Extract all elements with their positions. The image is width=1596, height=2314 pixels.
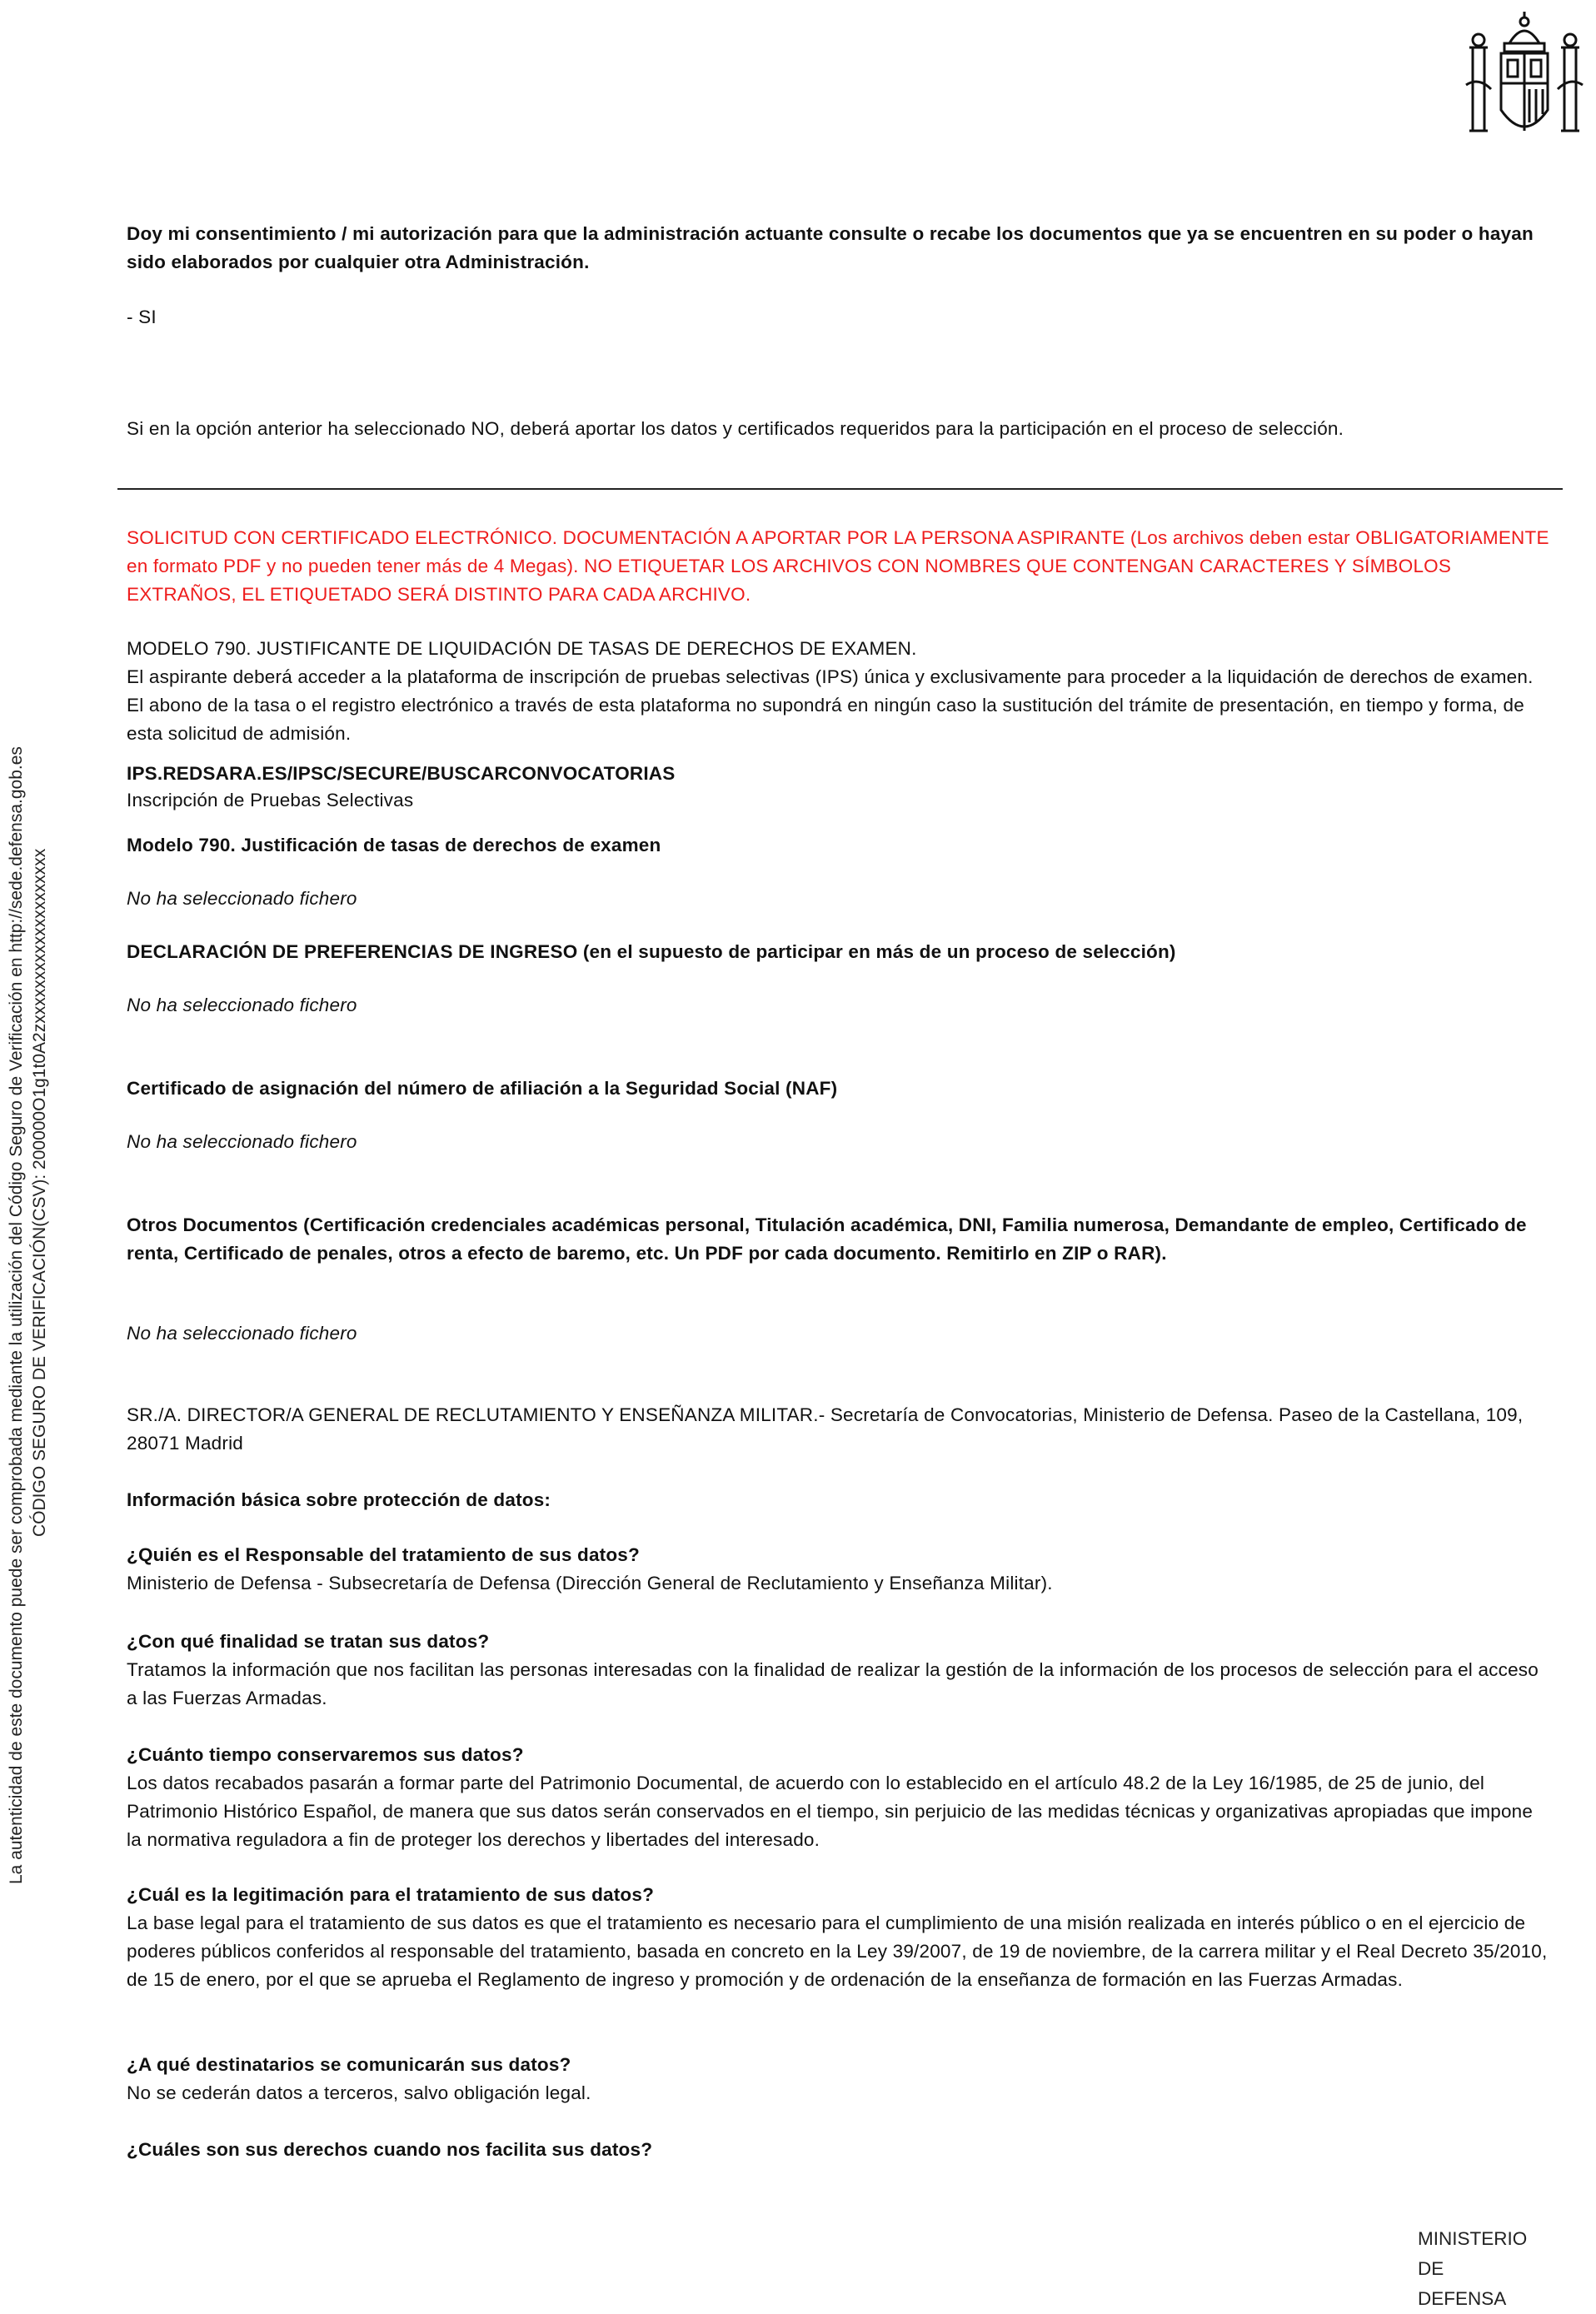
privacy-item-destinatarios	[127, 2051, 1553, 2107]
modelo-790-text: El aspirante deberá acceder a la plataforma de inscripción de pruebas selectivas (IPS) única y exclusivamente para proceder a la liquidación de derechos de examen. El abono de la tasa o el registro electrónico a través de esta plataforma no supondrá en ningún caso la sustitución del trámite de presentación, en tiempo y forma, de esta solicitud de admisión.	[127, 666, 1534, 744]
csv-code-side-text: CÓDIGO SEGURO DE VERIFICACIÓN(CSV): 200000O1g1t0A2zxxxxxxxxxxxxxxxxxxxx	[30, 848, 49, 1537]
file-status-preferencias: No ha seleccionado fichero	[127, 995, 357, 1015]
consent-note: Si en la opción anterior ha seleccionado NO, deberá aportar los datos y certificados requeridos para la participación en el proceso de selección.	[127, 418, 1344, 439]
privacy-question: ¿Cuál es la legitimación para el tratamiento de sus datos?	[127, 1884, 655, 1905]
privacy-question: ¿Con qué finalidad se tratan sus datos?	[127, 1631, 490, 1652]
consent-text: Doy mi consentimiento / mi autorización para que la administración actuante consulte o recabe los documentos que ya se encuentren en su poder o hayan sido elaborados por cualquier otra Administración.	[127, 223, 1534, 272]
privacy-item-finalidad	[127, 1628, 1553, 1713]
privacy-answer: Ministerio de Defensa - Subsecretaría de Defensa (Dirección General de Reclutamiento y Enseñanza Militar).	[127, 1573, 1053, 1593]
privacy-answer: Los datos recabados pasarán a formar parte del Patrimonio Documental, de acuerdo con lo establecido en el artículo 48.2 de la Ley 16/1985, de 25 de junio, del Patrimonio Histórico Español, de manera que sus datos serán conservados en el tiempo, sin perjuicio de las medidas técnicas y organizativas apropiadas que impone la normativa reguladora a fin de proteger los derechos y libertades del interesado.	[127, 1773, 1534, 1850]
file-label-modelo-790: Modelo 790. Justificación de tasas de derechos de examen	[127, 835, 661, 855]
divider	[117, 488, 1563, 490]
privacy-title: Información básica sobre protección de datos:	[127, 1489, 551, 1510]
consent-answer: - SI	[127, 307, 157, 327]
privacy-question: ¿Cuánto tiempo conservaremos sus datos?	[127, 1744, 524, 1765]
privacy-item-conservacion	[127, 1741, 1553, 1854]
modelo-790-title: MODELO 790. JUSTIFICANTE DE LIQUIDACIÓN DE TASAS DE DERECHOS DE EXAMEN.	[127, 638, 917, 659]
privacy-answer: No se cederán datos a terceros, salvo obligación legal.	[127, 2082, 591, 2103]
privacy-item-responsable	[127, 1541, 1553, 1598]
privacy-answer: La base legal para el tratamiento de sus datos es que el tratamiento es necesario para el cumplimiento de una misión realizada en interés público o en el ejercicio de poderes públicos conferidos al responsable del tratamiento, basada en concreto en la Ley 39/2007, de 19 de noviembre, de la carrera militar y el Real Decreto 35/2010, de 15 de enero, por el que se aprueba el Reglamento de ingreso y promoción y de ordenación de la enseñanza de formación en las Fuerzas Armadas.	[127, 1913, 1548, 1990]
ministry-line: DE	[1418, 2258, 1444, 2279]
recipient-address: SR./A. DIRECTOR/A GENERAL DE RECLUTAMIENTO Y ENSEÑANZA MILITAR.- Secretaría de Convocatorias, Ministerio de Defensa. Paseo de la Castellana, 109, 28071 Madrid	[127, 1404, 1524, 1454]
file-label-preferencias: DECLARACIÓN DE PREFERENCIAS DE INGRESO (en el supuesto de participar en más de un proceso de selección)	[127, 941, 1176, 962]
file-label-naf: Certificado de asignación del número de afiliación a la Seguridad Social (NAF)	[127, 1078, 838, 1099]
ips-label: Inscripción de Pruebas Selectivas	[127, 790, 414, 810]
ministry-footer	[1418, 2224, 1527, 2314]
privacy-item-derechos	[127, 2136, 1553, 2164]
ministry-line: DEFENSA	[1418, 2288, 1507, 2309]
file-status-naf: No ha seleccionado fichero	[127, 1131, 357, 1152]
file-status-otros: No ha seleccionado fichero	[127, 1323, 357, 1344]
verification-side-text: La autenticidad de este documento puede ser comprobada mediante la utilización del Código Seguro de Verificación en http://sede.defensa.gob.es	[7, 746, 26, 1884]
privacy-question: ¿Cuáles son sus derechos cuando nos facilita sus datos?	[127, 2139, 653, 2160]
ips-link[interactable]: IPS.REDSARA.ES/IPSC/SECURE/BUSCARCONVOCATORIAS	[127, 763, 676, 784]
privacy-question: ¿Quién es el Responsable del tratamiento de sus datos?	[127, 1544, 640, 1565]
privacy-answer: Tratamos la información que nos facilitan las personas interesadas con la finalidad de realizar la gestión de la información de los procesos de selección para el acceso a las Fuerzas Armadas.	[127, 1659, 1539, 1708]
privacy-question: ¿A qué destinatarios se comunicarán sus datos?	[127, 2054, 571, 2075]
file-status-modelo-790: No ha seleccionado fichero	[127, 888, 357, 909]
coat-of-arms-logo	[1458, 10, 1591, 147]
documentation-warning: SOLICITUD CON CERTIFICADO ELECTRÓNICO. DOCUMENTACIÓN A APORTAR POR LA PERSONA ASPIRANTE (Los archivos deben estar OBLIGATORIAMENTE en formato PDF y no pueden tener más de 4 Megas). NO ETIQUETAR LOS ARCHIVOS CON NOMBRES QUE CONTENGAN CARACTERES Y SÍMBOLOS EXTRAÑOS, EL ETIQUETADO SERÁ DISTINTO PARA CADA ARCHIVO.	[127, 527, 1549, 605]
ministry-line: MINISTERIO	[1418, 2228, 1528, 2249]
privacy-item-legitimacion	[127, 1881, 1553, 1994]
file-label-otros: Otros Documentos (Certificación credenciales académicas personal, Titulación académica, DNI, Familia numerosa, Demandante de empleo, Certificado de renta, Certificado de penales, otros a efecto de baremo, etc. Un PDF por cada documento. Remitirlo en ZIP o RAR).	[127, 1214, 1527, 1264]
